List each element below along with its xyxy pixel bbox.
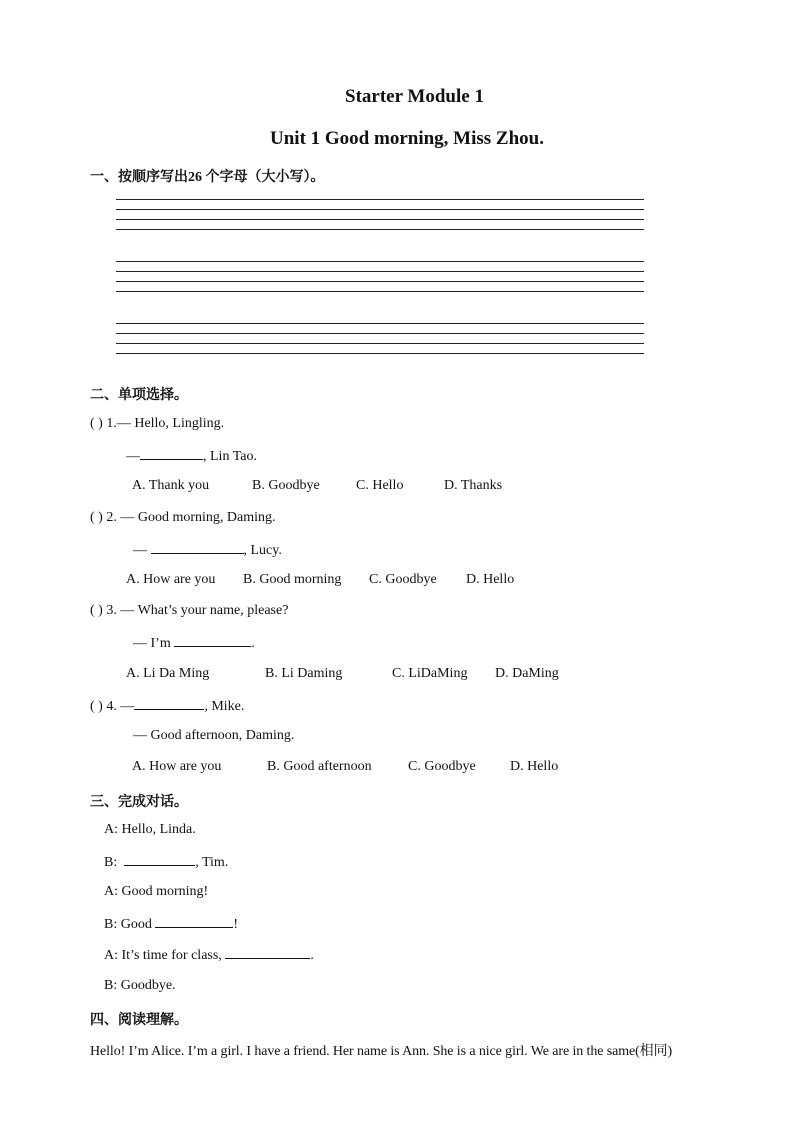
question-4: ( ) 4. — , Mike.: [90, 699, 245, 714]
section-3-heading: 三、完成对话。: [90, 795, 188, 810]
option-a: A. Li Da Ming: [126, 666, 210, 681]
question-4-answer-line: — Good afternoon, Daming.: [133, 728, 295, 743]
fill-blank[interactable]: [124, 853, 195, 866]
option-d: D. Hello: [510, 759, 559, 774]
question-prompt: 4. —: [106, 699, 135, 714]
option-c: C. Hello: [356, 478, 404, 493]
option-c: C. Goodbye: [369, 572, 437, 587]
dialogue-line: B: Goodbye.: [104, 978, 176, 993]
question-2: [90, 510, 275, 526]
dialogue-line: A: Good morning!: [104, 884, 209, 899]
fill-blank[interactable]: [134, 697, 204, 710]
page-title: Starter Module 1: [345, 86, 484, 107]
writing-lines-1: [116, 199, 644, 239]
answer-bracket[interactable]: ( ): [90, 416, 103, 431]
fill-blank[interactable]: [140, 447, 203, 460]
option-d: D. Thanks: [444, 478, 503, 493]
option-b: B. Good morning: [243, 572, 342, 587]
writing-lines-3: [116, 323, 644, 363]
page-subtitle: Unit 1 Good morning, Miss Zhou.: [270, 128, 544, 149]
option-b: B. Li Daming: [265, 666, 343, 681]
dialogue-line: B: , Tim.: [104, 855, 229, 870]
answer-bracket[interactable]: ( ): [90, 699, 103, 714]
question-1: [90, 416, 224, 432]
dialogue-line: B: Good !: [104, 917, 239, 932]
option-a: A. Thank you: [132, 478, 210, 493]
option-d: D. Hello: [466, 572, 515, 587]
option-a: A. How are you: [126, 572, 216, 587]
question-prompt: 3. — What’s your name, please?: [106, 603, 289, 618]
reading-paragraph: Hello! I’m Alice. I’m a girl. I have a friend. Her name is Ann. She is a nice girl. We are in the same(相同): [90, 1044, 673, 1059]
section-4-heading: 四、阅读理解。: [90, 1013, 188, 1028]
question-1-answer-line: — , Lin Tao.: [126, 449, 257, 464]
question-2-answer-line: — , Lucy.: [133, 543, 282, 558]
option-c: C. LiDaMing: [392, 666, 468, 681]
option-a: A. How are you: [132, 759, 222, 774]
fill-blank[interactable]: [174, 634, 251, 647]
question-3: [90, 603, 288, 619]
fill-blank[interactable]: [155, 915, 233, 928]
answer-bracket[interactable]: ( ): [90, 603, 103, 618]
section-1-heading: 一、按顺序写出26 个字母（大小写）。: [90, 170, 325, 185]
option-c: C. Goodbye: [408, 759, 476, 774]
dialogue-line: A: Hello, Linda.: [104, 822, 196, 837]
writing-lines-2: [116, 261, 644, 301]
option-b: B. Goodbye: [252, 478, 320, 493]
fill-blank[interactable]: [225, 946, 310, 959]
question-prompt: 1.— Hello, Lingling.: [106, 416, 225, 431]
question-prompt: 2. — Good morning, Daming.: [106, 510, 276, 525]
dialogue-line: A: It’s time for class, .: [104, 948, 314, 963]
option-b: B. Good afternoon: [267, 759, 372, 774]
option-d: D. DaMing: [495, 666, 559, 681]
question-3-answer-line: — I’m .: [133, 636, 255, 651]
answer-bracket[interactable]: ( ): [90, 510, 103, 525]
section-2-heading: 二、单项选择。: [90, 388, 188, 403]
fill-blank[interactable]: [151, 541, 244, 554]
